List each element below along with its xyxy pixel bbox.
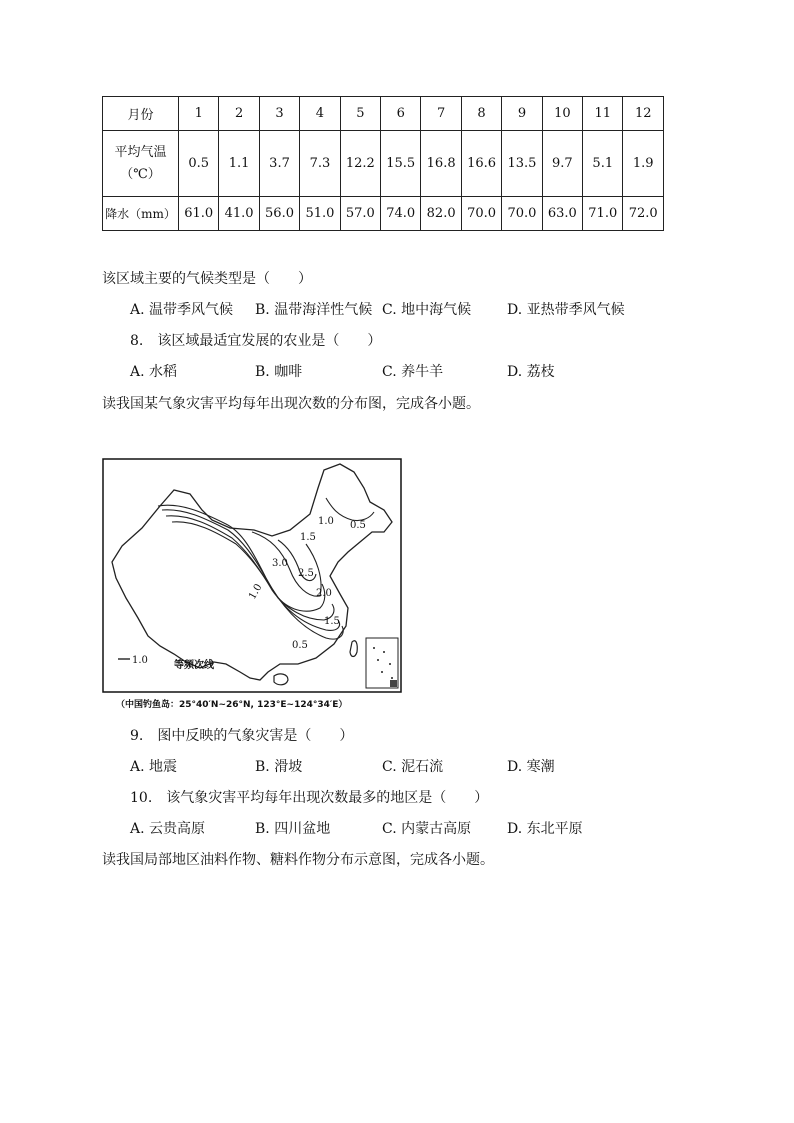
table-row-precipitation — [103, 197, 664, 231]
temperature-cell: 0.5 — [179, 131, 219, 197]
precipitation-cell: 74.0 — [381, 197, 421, 231]
intro-paragraph-map: 读我国某气象灾害平均每年出现次数的分布图，完成各小题。 — [102, 396, 480, 412]
precipitation-cell: 61.0 — [179, 197, 219, 231]
temperature-cell: 13.5 — [502, 131, 542, 197]
map-caption: （中国钓鱼岛：25°40′N~26°N, 123°E~124°34′E） — [116, 700, 348, 710]
question-7-option-d: D. 亚热带季风气候 — [507, 302, 625, 318]
contour-label: 0.5 — [292, 640, 308, 651]
precipitation-cell: 71.0 — [583, 197, 623, 231]
month-cell: 10 — [542, 97, 582, 131]
month-cell: 4 — [300, 97, 340, 131]
contour-label: 2.0 — [316, 588, 332, 599]
question-10-option-a: A. 云贵高原 — [130, 821, 206, 837]
month-cell: 3 — [259, 97, 299, 131]
inset-marker — [390, 680, 397, 687]
month-cell: 5 — [340, 97, 380, 131]
climate-table — [102, 96, 664, 231]
temperature-header — [103, 131, 179, 197]
temperature-cell: 16.6 — [461, 131, 501, 197]
question-8-stem: 8. 该区域最适宜发展的农业是（ ） — [130, 333, 382, 349]
contour-label: 1.0 — [318, 516, 334, 527]
table-row-temperature — [103, 131, 664, 197]
temperature-header-line2: （℃） — [120, 166, 161, 182]
precipitation-cell: 41.0 — [219, 197, 259, 231]
contour-label: 1.5 — [300, 532, 316, 543]
month-cell: 9 — [502, 97, 542, 131]
temperature-cell: 12.2 — [340, 131, 380, 197]
precipitation-cell: 82.0 — [421, 197, 461, 231]
precipitation-header: 降水（mm） — [103, 197, 179, 231]
question-9-option-c: C. 泥石流 — [382, 759, 444, 775]
contour-label: 2.5 — [298, 568, 314, 579]
precipitation-cell: 51.0 — [300, 197, 340, 231]
month-cell: 1 — [179, 97, 219, 131]
hainan-island — [274, 674, 288, 685]
temperature-cell: 5.1 — [583, 131, 623, 197]
month-cell: 8 — [461, 97, 501, 131]
temperature-header-line1: 平均气温 — [114, 144, 167, 160]
contour-label: 1.5 — [324, 616, 340, 627]
question-10-option-b: B. 四川盆地 — [255, 821, 331, 837]
precipitation-cell: 72.0 — [623, 197, 664, 231]
question-9-option-d: D. 寒潮 — [507, 759, 555, 775]
question-8-option-c: C. 养牛羊 — [382, 364, 444, 380]
question-7-stem: 该区域主要的气候类型是（ ） — [102, 271, 312, 287]
precipitation-cell: 63.0 — [542, 197, 582, 231]
question-10-option-d: D. 东北平原 — [507, 821, 583, 837]
legend-label: 等频次线 — [174, 660, 214, 671]
legend-value: 1.0 — [132, 655, 148, 666]
question-9-stem: 9. 图中反映的气象灾害是（ ） — [130, 728, 354, 744]
question-8-option-a: A. 水稻 — [130, 364, 178, 380]
intro-paragraph-crops: 读我国局部地区油料作物、糖料作物分布示意图，完成各小题。 — [102, 852, 494, 868]
month-cell: 12 — [623, 97, 664, 131]
question-8-option-d: D. 荔枝 — [507, 364, 555, 380]
temperature-cell: 9.7 — [542, 131, 582, 197]
temperature-cell: 7.3 — [300, 131, 340, 197]
question-9-option-a: A. 地震 — [130, 759, 178, 775]
question-10-stem: 10. 该气象灾害平均每年出现次数最多的地区是（ ） — [130, 790, 489, 806]
contour-label: 1.0 — [247, 582, 265, 602]
month-cell: 2 — [219, 97, 259, 131]
month-cell: 7 — [421, 97, 461, 131]
contour-label: 0.5 — [350, 520, 366, 531]
question-7-option-b: B. 温带海洋性气候 — [255, 302, 373, 318]
table-row-months — [103, 97, 664, 131]
precipitation-cell: 56.0 — [259, 197, 299, 231]
question-7-option-a: A. 温带季风气候 — [130, 302, 234, 318]
hazard-frequency-map — [102, 458, 402, 693]
month-cell: 6 — [381, 97, 421, 131]
question-10-option-c: C. 内蒙古高原 — [382, 821, 472, 837]
precipitation-cell: 70.0 — [502, 197, 542, 231]
question-9-option-b: B. 滑坡 — [255, 759, 303, 775]
precipitation-cell: 57.0 — [340, 197, 380, 231]
temperature-cell: 15.5 — [381, 131, 421, 197]
temperature-cell: 1.1 — [219, 131, 259, 197]
months-header: 月份 — [103, 97, 179, 131]
question-7-option-c: C. 地中海气候 — [382, 302, 472, 318]
temperature-cell: 1.9 — [623, 131, 664, 197]
temperature-cell: 16.8 — [421, 131, 461, 197]
month-cell: 11 — [583, 97, 623, 131]
temperature-cell: 3.7 — [259, 131, 299, 197]
question-8-option-b: B. 咖啡 — [255, 364, 303, 380]
precipitation-cell: 70.0 — [461, 197, 501, 231]
contour-label: 3.0 — [272, 558, 288, 569]
